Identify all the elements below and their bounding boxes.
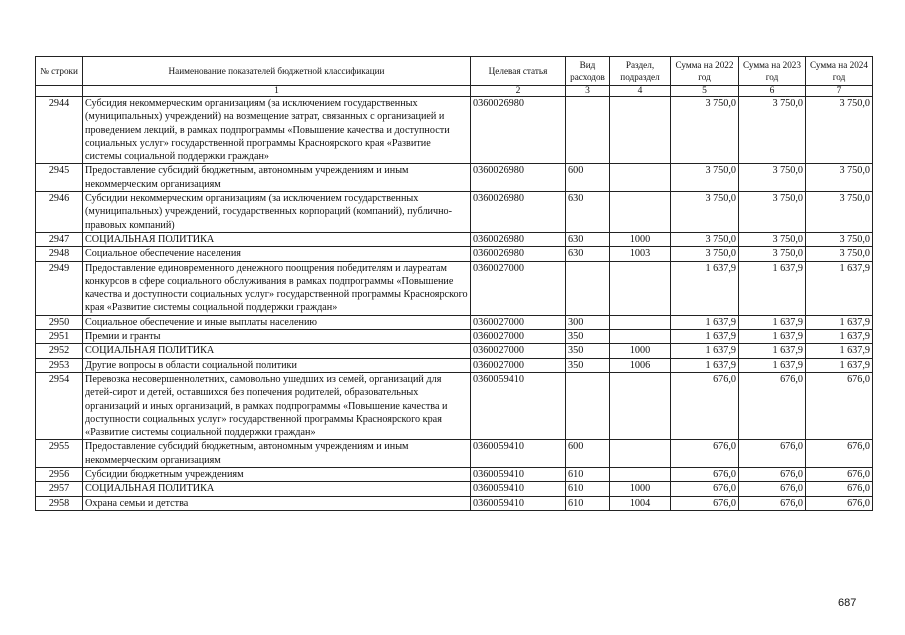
header-sum-2023: Сумма на 2023 год bbox=[739, 57, 806, 86]
indicator-name: Субсидии бюджетным учреждениям bbox=[83, 468, 471, 482]
section-code bbox=[610, 372, 671, 439]
section-code bbox=[610, 192, 671, 233]
sum-2022: 3 750,0 bbox=[671, 232, 739, 246]
table-row bbox=[36, 440, 873, 468]
target-article: 0360027000 bbox=[471, 315, 566, 329]
sum-2022: 1 637,9 bbox=[671, 344, 739, 358]
row-number: 2950 bbox=[36, 315, 83, 329]
section-code bbox=[610, 97, 671, 164]
row-number: 2958 bbox=[36, 496, 83, 510]
header-indicator-name: Наименование показателей бюджетной классификации bbox=[83, 57, 471, 86]
indicator-name: СОЦИАЛЬНАЯ ПОЛИТИКА bbox=[83, 482, 471, 496]
sum-2023: 1 637,9 bbox=[739, 261, 806, 315]
row-number: 2945 bbox=[36, 164, 83, 192]
sum-2023: 3 750,0 bbox=[739, 247, 806, 261]
sum-2022: 3 750,0 bbox=[671, 97, 739, 164]
row-number: 2953 bbox=[36, 358, 83, 372]
row-number: 2952 bbox=[36, 344, 83, 358]
sum-2024: 1 637,9 bbox=[806, 344, 873, 358]
expense-type: 630 bbox=[566, 192, 610, 233]
section-code bbox=[610, 440, 671, 468]
sum-2023: 676,0 bbox=[739, 440, 806, 468]
sum-2022: 3 750,0 bbox=[671, 192, 739, 233]
sum-2024: 3 750,0 bbox=[806, 247, 873, 261]
indicator-name: Премии и гранты bbox=[83, 330, 471, 344]
column-number: 1 bbox=[83, 86, 471, 97]
row-number: 2951 bbox=[36, 330, 83, 344]
sum-2023: 676,0 bbox=[739, 372, 806, 439]
sum-2023: 676,0 bbox=[739, 482, 806, 496]
section-code bbox=[610, 164, 671, 192]
sum-2024: 3 750,0 bbox=[806, 97, 873, 164]
table-row bbox=[36, 344, 873, 358]
section-code: 1000 bbox=[610, 344, 671, 358]
section-code bbox=[610, 261, 671, 315]
section-code: 1000 bbox=[610, 232, 671, 246]
page-number: 687 bbox=[838, 597, 857, 609]
sum-2022: 676,0 bbox=[671, 468, 739, 482]
sum-2024: 676,0 bbox=[806, 496, 873, 510]
section-code: 1000 bbox=[610, 482, 671, 496]
expense-type: 350 bbox=[566, 358, 610, 372]
section-code: 1004 bbox=[610, 496, 671, 510]
indicator-name: Перевозка несовершеннолетних, самовольно ушедших из семей, организаций для детей-сирот и детей, оставшихся без попечения родителей, образовательных организаций и иных организаций, в рамках подпрограммы «Повышение качества и доступности социальных услуг» государственной программы Красноярского края «Развитие системы социальной поддержки граждан» bbox=[83, 372, 471, 439]
sum-2022: 1 637,9 bbox=[671, 358, 739, 372]
target-article: 0360027000 bbox=[471, 330, 566, 344]
target-article: 0360027000 bbox=[471, 358, 566, 372]
header-target-article: Целевая статья bbox=[471, 57, 566, 86]
indicator-name: Субсидии некоммерческим организациям (за исключением государственных (муниципальных) учреждений, государственных корпораций (компаний), публично-правовых компаний) bbox=[83, 192, 471, 233]
target-article: 0360059410 bbox=[471, 496, 566, 510]
column-number: 3 bbox=[566, 86, 610, 97]
table-row bbox=[36, 468, 873, 482]
row-number: 2949 bbox=[36, 261, 83, 315]
row-number: 2954 bbox=[36, 372, 83, 439]
table-row bbox=[36, 315, 873, 329]
row-number: 2956 bbox=[36, 468, 83, 482]
sum-2022: 3 750,0 bbox=[671, 164, 739, 192]
sum-2023: 3 750,0 bbox=[739, 97, 806, 164]
sum-2023: 676,0 bbox=[739, 496, 806, 510]
sum-2024: 676,0 bbox=[806, 440, 873, 468]
indicator-name: Предоставление единовременного денежного поощрения победителям и лауреатам конкурсов в сфере социального обслуживания в рамках подпрограммы «Повышение качества и доступности социальных услуг» государственной программы Красноярского края «Развитие системы социальной поддержки граждан» bbox=[83, 261, 471, 315]
sum-2024: 676,0 bbox=[806, 468, 873, 482]
column-number bbox=[36, 86, 83, 97]
sum-2024: 1 637,9 bbox=[806, 315, 873, 329]
sum-2023: 3 750,0 bbox=[739, 164, 806, 192]
sum-2022: 676,0 bbox=[671, 372, 739, 439]
table-row bbox=[36, 247, 873, 261]
header-expense-type: Вид расходов bbox=[566, 57, 610, 86]
expense-type: 350 bbox=[566, 344, 610, 358]
budget-table bbox=[35, 56, 873, 511]
table-row bbox=[36, 358, 873, 372]
row-number: 2947 bbox=[36, 232, 83, 246]
sum-2024: 1 637,9 bbox=[806, 330, 873, 344]
sum-2022: 676,0 bbox=[671, 496, 739, 510]
sum-2023: 1 637,9 bbox=[739, 330, 806, 344]
sum-2024: 3 750,0 bbox=[806, 192, 873, 233]
target-article: 0360027000 bbox=[471, 344, 566, 358]
sum-2024: 676,0 bbox=[806, 372, 873, 439]
expense-type: 630 bbox=[566, 232, 610, 246]
table-row bbox=[36, 192, 873, 233]
sum-2023: 676,0 bbox=[739, 468, 806, 482]
sum-2022: 1 637,9 bbox=[671, 261, 739, 315]
target-article: 0360026980 bbox=[471, 192, 566, 233]
sum-2022: 3 750,0 bbox=[671, 247, 739, 261]
column-number: 2 bbox=[471, 86, 566, 97]
target-article: 0360059410 bbox=[471, 440, 566, 468]
table-row bbox=[36, 261, 873, 315]
target-article: 0360026980 bbox=[471, 97, 566, 164]
table-row bbox=[36, 482, 873, 496]
row-number: 2957 bbox=[36, 482, 83, 496]
column-number: 7 bbox=[806, 86, 873, 97]
sum-2024: 1 637,9 bbox=[806, 261, 873, 315]
column-number: 6 bbox=[739, 86, 806, 97]
target-article: 0360026980 bbox=[471, 164, 566, 192]
indicator-name: СОЦИАЛЬНАЯ ПОЛИТИКА bbox=[83, 232, 471, 246]
table-row bbox=[36, 232, 873, 246]
column-number: 5 bbox=[671, 86, 739, 97]
sum-2024: 3 750,0 bbox=[806, 232, 873, 246]
sum-2023: 3 750,0 bbox=[739, 232, 806, 246]
indicator-name: Социальное обеспечение и иные выплаты населению bbox=[83, 315, 471, 329]
row-number: 2946 bbox=[36, 192, 83, 233]
indicator-name: Охрана семьи и детства bbox=[83, 496, 471, 510]
expense-type: 610 bbox=[566, 468, 610, 482]
section-code: 1003 bbox=[610, 247, 671, 261]
row-number: 2955 bbox=[36, 440, 83, 468]
target-article: 0360027000 bbox=[471, 261, 566, 315]
sum-2024: 1 637,9 bbox=[806, 358, 873, 372]
section-code: 1006 bbox=[610, 358, 671, 372]
header-sum-2024: Сумма на 2024 год bbox=[806, 57, 873, 86]
sum-2022: 1 637,9 bbox=[671, 315, 739, 329]
target-article: 0360059410 bbox=[471, 372, 566, 439]
section-code bbox=[610, 468, 671, 482]
sum-2022: 676,0 bbox=[671, 482, 739, 496]
header-section: Раздел, подраздел bbox=[610, 57, 671, 86]
row-number: 2948 bbox=[36, 247, 83, 261]
sum-2024: 676,0 bbox=[806, 482, 873, 496]
sum-2022: 1 637,9 bbox=[671, 330, 739, 344]
sum-2024: 3 750,0 bbox=[806, 164, 873, 192]
indicator-name: Другие вопросы в области социальной политики bbox=[83, 358, 471, 372]
sum-2023: 1 637,9 bbox=[739, 315, 806, 329]
indicator-name: Социальное обеспечение населения bbox=[83, 247, 471, 261]
header-sum-2022: Сумма на 2022 год bbox=[671, 57, 739, 86]
table-row bbox=[36, 97, 873, 164]
expense-type: 610 bbox=[566, 496, 610, 510]
header-row bbox=[36, 57, 873, 86]
row-number: 2944 bbox=[36, 97, 83, 164]
expense-type: 300 bbox=[566, 315, 610, 329]
target-article: 0360026980 bbox=[471, 247, 566, 261]
expense-type: 350 bbox=[566, 330, 610, 344]
table-row bbox=[36, 372, 873, 439]
sum-2023: 1 637,9 bbox=[739, 358, 806, 372]
sum-2022: 676,0 bbox=[671, 440, 739, 468]
table-row bbox=[36, 496, 873, 510]
expense-type: 600 bbox=[566, 164, 610, 192]
sum-2023: 3 750,0 bbox=[739, 192, 806, 233]
indicator-name: Предоставление субсидий бюджетным, автономным учреждениям и иным некоммерческим организациям bbox=[83, 164, 471, 192]
expense-type: 610 bbox=[566, 482, 610, 496]
section-code bbox=[610, 315, 671, 329]
expense-type: 600 bbox=[566, 440, 610, 468]
indicator-name: Предоставление субсидий бюджетным, автономным учреждениям и иным некоммерческим организациям bbox=[83, 440, 471, 468]
expense-type bbox=[566, 97, 610, 164]
expense-type bbox=[566, 261, 610, 315]
section-code bbox=[610, 330, 671, 344]
header-row-number: № строки bbox=[36, 57, 83, 86]
target-article: 0360059410 bbox=[471, 468, 566, 482]
sum-2023: 1 637,9 bbox=[739, 344, 806, 358]
expense-type: 630 bbox=[566, 247, 610, 261]
column-number-row bbox=[36, 86, 873, 97]
target-article: 0360059410 bbox=[471, 482, 566, 496]
expense-type bbox=[566, 372, 610, 439]
indicator-name: Субсидия некоммерческим организациям (за исключением государственных (муниципальных) учреждений) на возмещение затрат, связанных с организацией и проведением лекций, в рамках подпрограммы «Повышение качества и доступности социальных услуг» государственной программы Красноярского края «Развитие системы социальной поддержки граждан» bbox=[83, 97, 471, 164]
target-article: 0360026980 bbox=[471, 232, 566, 246]
column-number: 4 bbox=[610, 86, 671, 97]
table-row bbox=[36, 330, 873, 344]
indicator-name: СОЦИАЛЬНАЯ ПОЛИТИКА bbox=[83, 344, 471, 358]
table-row bbox=[36, 164, 873, 192]
